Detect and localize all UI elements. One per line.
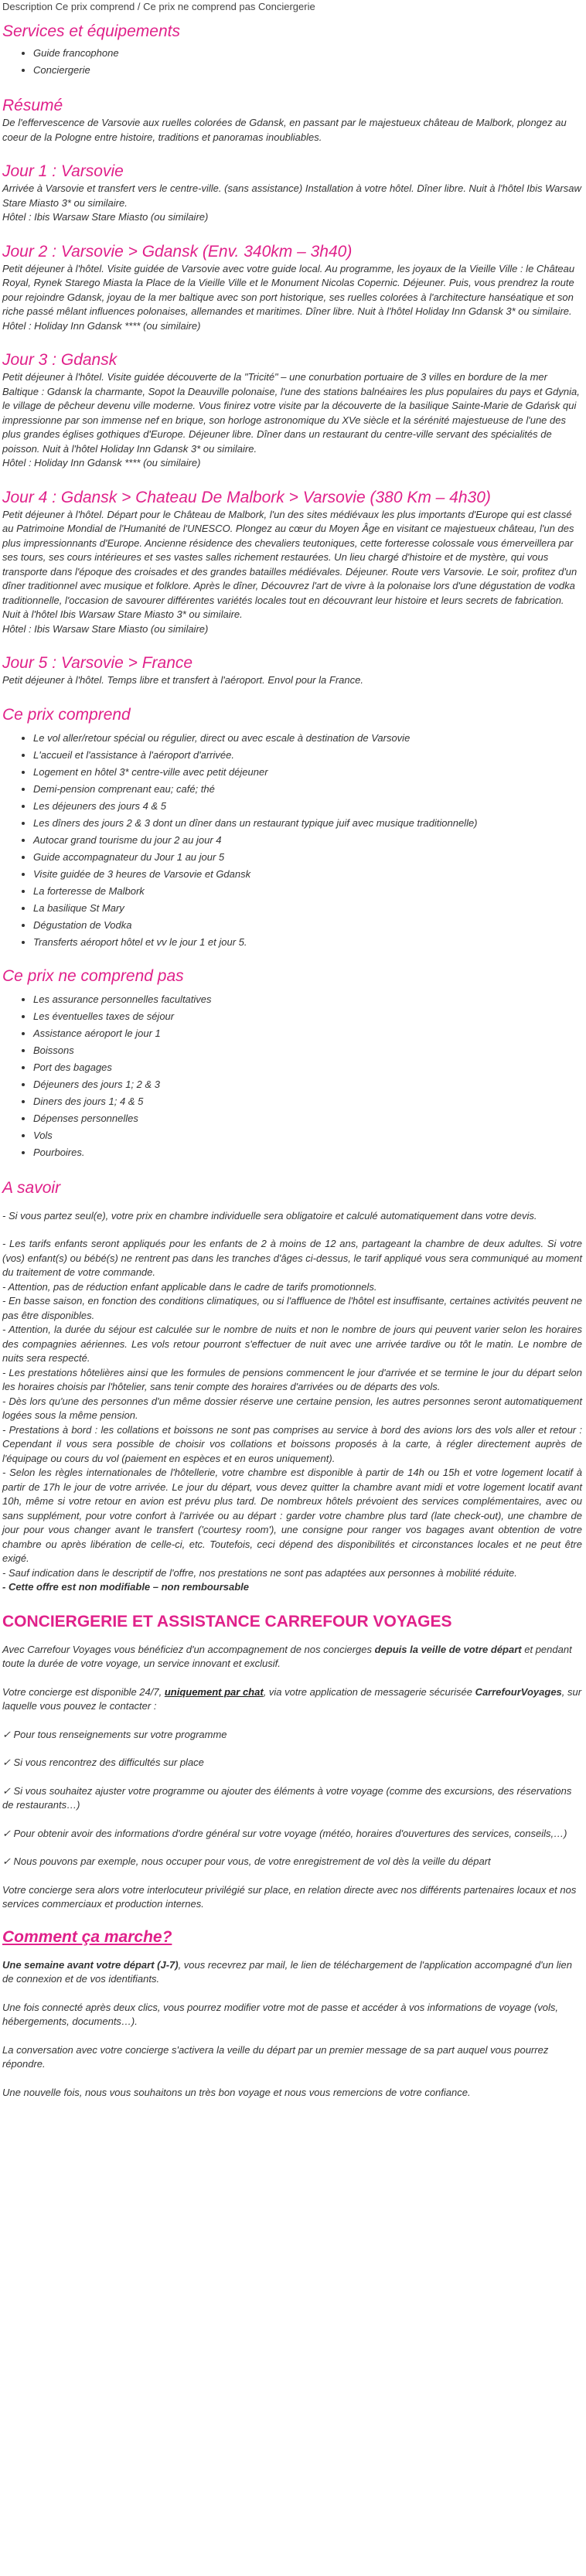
check-item: ✓ Pour obtenir avoir des informations d'ordre général sur votre voyage (météo, horaires d'ouvertures des services, conseils,…)	[2, 1827, 567, 1839]
list-item: • Les éventuelles taxes de séjour	[33, 1008, 582, 1025]
day-3-text: Petit déjeuner à l'hôtel. Visite guidée découverte de la "Tricité" – une conurbation portuaire de 3 villes en bordure de la mer Baltique : Gdansk la charmante, Sopot la Deauville polonaise, l'une des stations balnéaires les plus populaires du pays et Gdynia, le village de pêcheur devenu ville moderne. Vous finirez votre visite par la découverte de la basilique Sainte-Marie de Gdańsk qui impressionne par son immense nef en brique, son horloge astronomique du XVe siècle et la sérénité majestueuse de l'une des plus grandes églises gothiques d'Europe. Déjeuner libre. Dîner dans un restaurant du centre-ville servant des spécialités de poisson. Nuit à l'hôtel Holiday Inn Gdansk 3* ou similaire.	[2, 371, 580, 455]
tab-description[interactable]: Description	[2, 1, 53, 12]
list-item: • Vols	[33, 1127, 582, 1144]
savoir-note-final: - Cette offre est non modifiable – non remboursable	[2, 1581, 250, 1593]
excluded-list	[2, 991, 582, 1161]
savoir-notes	[2, 1209, 582, 1595]
list-item: • Guide francophone	[33, 45, 582, 62]
resume-text: De l'effervescence de Varsovie aux ruelles colorées de Gdansk, en passant par le majestueux château de Malbork, plongez au coeur de la Pologne entre histoire, traditions et panoramas inoubliables.	[2, 117, 567, 143]
list-item: • Autocar grand tourisme du jour 2 au jour 4	[33, 832, 582, 849]
tab-bar	[2, 0, 582, 22]
day-4-text: Petit déjeuner à l'hôtel. Départ pour le Château de Malbork, l'un des sites médiévaux les plus importants d'Europe qui est classé au Patrimoine Mondial de l'Humanité de l'UNESCO. Plongez au cœur du Moyen Âge en visitant ce majestueux château, l'un des plus impressionnants d'Europe. Ancienne résidence des chevaliers teutoniques, cette forteresse colossale vous émerveillera par ses tours, ses cours intérieures et ses vastes salles richement restaurées. Un lieu chargé d'histoire et de mystère, qui vous transporte dans l'époque des croisades et des grandes batailles médiévales. Déjeuner. Route vers Varsovie. Le soir, profitez d'un dîner traditionnel avec musique et folklore. Après le dîner, Découvrez l'art de vivre à la polonaise lors d'une dégustation de vodka traditionnelle, l'occasion de savourer différentes variétés locales tout en découvrant leur histoire et leurs secrets de fabrication. Nuit à l'hôtel Ibis Warsaw Stare Miasto 3* ou similaire.	[2, 508, 577, 620]
list-item: • La basilique St Mary	[33, 900, 582, 917]
day-2-hotel: Hôtel : Holiday Inn Gdansk **** (ou similaire)	[2, 319, 201, 332]
list-item: • Les assurance personnelles facultatives	[33, 991, 582, 1008]
conciergerie-intro: Avec Carrefour Voyages vous bénéficiez d'un accompagnement de nos concierges depuis la veille de votre départ et pendant toute la durée de votre voyage, un service innovant et exclusif.	[2, 1643, 572, 1669]
list-item: • Boissons	[33, 1042, 582, 1059]
day-2-text: Petit déjeuner à l'hôtel. Visite guidée de Varsovie avec votre guide local. Au programme, les joyaux de la Vieille Ville : le Château Royal, Rynek Starego Miasta la Place de la Vieille Ville et le Monument Nicolas Copernic. Déjeuner. Puis, vous prendrez la route pour rejoindre Gdansk, joyau de la mer baltique avec son port historique, ses ruelles colorées à l'architecture hanséatique et son riche passé mêlant influences polonaises, allemandes et maritimes. Dîner libre. Nuit à l'hôtel Holiday Inn Gdansk 3* ou similaire.	[2, 262, 575, 317]
check-item: ✓ Nous pouvons par exemple, nous occuper pour vous, de votre enregistrement de vol dès la veille du départ	[2, 1855, 491, 1867]
tab-concierge[interactable]: Conciergerie	[258, 1, 315, 12]
day-1-hotel: Hôtel : Ibis Warsaw Stare Miasto (ou similaire)	[2, 211, 209, 223]
included-title: Ce prix comprend	[2, 705, 131, 724]
services-title: Services et équipements	[2, 22, 180, 40]
comment-thanks: Une nouvelle fois, nous vous souhaitons un très bon voyage et nous vous remercions de votre confiance.	[2, 2086, 471, 2098]
check-item: ✓ Si vous souhaitez ajuster votre programme ou ajouter des éléments à votre voyage (comme des excursions, des réservations de restaurants…)	[2, 1784, 572, 1811]
day-3-title: Jour 3 : Gdansk	[2, 351, 118, 369]
comment-step-3: La conversation avec votre concierge s'activera la veille du départ par un premier message de sa part auquel vous pourrez répondre.	[2, 2043, 549, 2070]
list-item: • Logement en hôtel 3* centre-ville avec petit déjeuner	[33, 764, 582, 781]
tab-excluded[interactable]: Ce prix ne comprend pas	[143, 1, 256, 12]
savoir-note: - Attention, pas de réduction enfant applicable dans le cadre de tarifs promotionnels.	[2, 1280, 377, 1293]
list-item: • Conciergerie	[33, 62, 582, 79]
check-item: ✓ Pour tous renseignements sur votre programme	[2, 1728, 227, 1740]
check-item: ✓ Si vous rencontrez des difficultés sur place	[2, 1757, 204, 1768]
list-item: • Diners des jours 1; 4 & 5	[33, 1093, 582, 1110]
savoir-note: - Les prestations hôtelières ainsi que les formules de pensions commencent le jour d'arrivée et se termine le jour du départ selon les horaires choisis par l'hôtelier, sans tenir compte des horaires d'arrivées ou de départs des vols.	[2, 1366, 582, 1392]
day-3-hotel: Hôtel : Holiday Inn Gdansk **** (ou similaire)	[2, 457, 201, 469]
list-item: • Le vol aller/retour spécial ou régulier, direct ou avec escale à destination de Varsovie	[33, 730, 582, 747]
savoir-note: - Selon les règles internationales de l'hôtellerie, votre chambre est disponible à partir de 14h ou 15h et votre logement locatif à partir de 17h le jour de votre arrivée. Le jour du départ, vous devez quitter la chambre avant midi et votre logement locatif avant 10h, même si votre retour en avion est prévu plus tard. De nombreux hôtels prévoient des services complémentaires, avec ou sans supplément, pour votre confort à l'arrivée ou au départ : garder votre chambre plus tard (late check-out), une chambre de jour pour vous changer avant le transfert ('courtesy room'), une consigne pour ranger vos bagages avant obtention de votre chambre ou après libération de celle-ci, etc. Toutefois, ceci dépend des disponibilités et circonstances locales et ne peut être exigé.	[2, 1467, 582, 1564]
chat-link[interactable]: uniquement par chat	[164, 1685, 264, 1698]
tab-separator: /	[137, 1, 141, 12]
day-4-hotel: Hôtel : Ibis Warsaw Stare Miasto (ou similaire)	[2, 622, 209, 635]
list-item: • Dépenses personnelles	[33, 1110, 582, 1127]
list-item: • Demi-pension comprenant eau; café; thé	[33, 781, 582, 798]
savoir-note: - Attention, la durée du séjour est calculée sur le nombre de nuits et non le nombre de jours qui peuvent varier selon les horaires des compagnies aériennes. Les vols retour pourront s'effectuer de nuit avec une arrivée tardive ou tôt le matin. Le nombre de nuits sera respecté.	[2, 1324, 582, 1364]
list-item: • Visite guidée de 3 heures de Varsovie et Gdansk	[33, 866, 582, 883]
services-list	[2, 45, 582, 79]
resume-title: Résumé	[2, 97, 63, 114]
list-item: • Port des bagages	[33, 1059, 582, 1076]
day-2-title: Jour 2 : Varsovie > Gdansk (Env. 340km – 3h40)	[2, 242, 353, 261]
day-5-title: Jour 5 : Varsovie > France	[2, 654, 193, 672]
day-1-text: Arrivée à Varsovie et transfert vers le centre-ville. (sans assistance) Installation à votre hôtel. Dîner libre. Nuit à l'hôtel Ibis Warsaw Stare Miasto 3* ou similaire.	[2, 182, 581, 209]
list-item: • La forteresse de Malbork	[33, 883, 582, 900]
list-item: • L'accueil et l'assistance à l'aéroport d'arrivée.	[33, 747, 582, 764]
comment-step-1: Une semaine avant votre départ (J-7), vous recevrez par mail, le lien de téléchargement de l'application accompagné d'un lien de connexion et de vos identifiants.	[2, 1958, 572, 1985]
day-4-title: Jour 4 : Gdansk > Chateau De Malbork > Varsovie (380 Km – 4h30)	[2, 488, 491, 506]
conciergerie-availability: Votre concierge est disponible 24/7, uniquement par chat, via votre application de messagerie sécurisée CarrefourVoyages, sur laquelle vous pouvez le contacter :	[2, 1685, 582, 1712]
excluded-title: Ce prix ne comprend pas	[2, 966, 184, 985]
list-item: • Pourboires.	[33, 1144, 582, 1161]
conciergerie-team: Votre concierge sera alors votre interlocuteur privilégié sur place, en relation directe avec nos différents partenaires locaux et nos services commerciaux et production internes.	[2, 1883, 577, 1910]
savoir-note: - Dès lors qu'une des personnes d'un même dossier réserve une certaine pension, les autres personnes seront automatiquement logées sous la même pension.	[2, 1395, 582, 1421]
day-5-text: Petit déjeuner à l'hôtel. Temps libre et transfert à l'aéroport. Envol pour la France.	[2, 674, 363, 686]
savoir-title: A savoir	[2, 1178, 61, 1197]
savoir-note: - Prestations à bord : les collations et boissons ne sont pas comprises au service à bord des avions lors des vols aller et retour : Cependant il vous sera possible de choisir vos collations et boissons proposés à la carte, à régler directement auprès de l'équipage ou cours du vol (paiement en espèces et en euros uniquement).	[2, 1423, 582, 1464]
comment-section	[2, 1958, 582, 2101]
list-item: • Déjeuners des jours 1; 2 & 3	[33, 1076, 582, 1093]
tab-included[interactable]: Ce prix comprend	[55, 1, 135, 12]
list-item: • Guide accompagnateur du Jour 1 au jour 5	[33, 849, 582, 866]
included-list	[2, 730, 582, 951]
savoir-note: - Si vous partez seul(e), votre prix en chambre individuelle sera obligatoire et calculé automatiquement dans votre devis.	[2, 1209, 537, 1222]
list-item: • Les déjeuners des jours 4 & 5	[33, 798, 582, 815]
list-item: • Dégustation de Vodka	[33, 917, 582, 934]
day-1-title: Jour 1 : Varsovie	[2, 162, 124, 180]
list-item: • Transferts aéroport hôtel et vv le jour 1 et jour 5.	[33, 934, 582, 951]
conciergerie-title: CONCIERGERIE ET ASSISTANCE CARREFOUR VOYAGES	[2, 1612, 452, 1630]
list-item: • Les dîners des jours 2 & 3 dont un dîner dans un restaurant typique juif avec musique traditionnelle)	[33, 815, 582, 832]
savoir-note: - En basse saison, en fonction des conditions climatiques, ou si l'affluence de l'hôtel est insuffisante, certaines activités peuvent ne pas être disponibles.	[2, 1295, 583, 1321]
conciergerie-section	[2, 1643, 582, 1912]
savoir-note: - Sauf indication dans le descriptif de l'offre, nos prestations ne sont pas adaptées aux personnes à mobilité réduite.	[2, 1566, 517, 1579]
savoir-note: - Les tarifs enfants seront appliqués pour les enfants de 2 à moins de 12 ans, partageant la chambre de deux adultes. Si votre (vos) enfant(s) ou bébé(s) ne rentrent pas dans les tranches d'âges ci-dessus, le tarif appliqué vous sera communiqué au moment du traitement de votre commande.	[2, 1238, 582, 1278]
comment-step-2: Une fois connecté après deux clics, vous pourrez modifier votre mot de passe et accéder à vos informations de voyage (vols, hébergements, documents…).	[2, 2001, 558, 2027]
list-item: • Assistance aéroport le jour 1	[33, 1025, 582, 1042]
comment-title: Comment ça marche?	[2, 1927, 172, 1946]
